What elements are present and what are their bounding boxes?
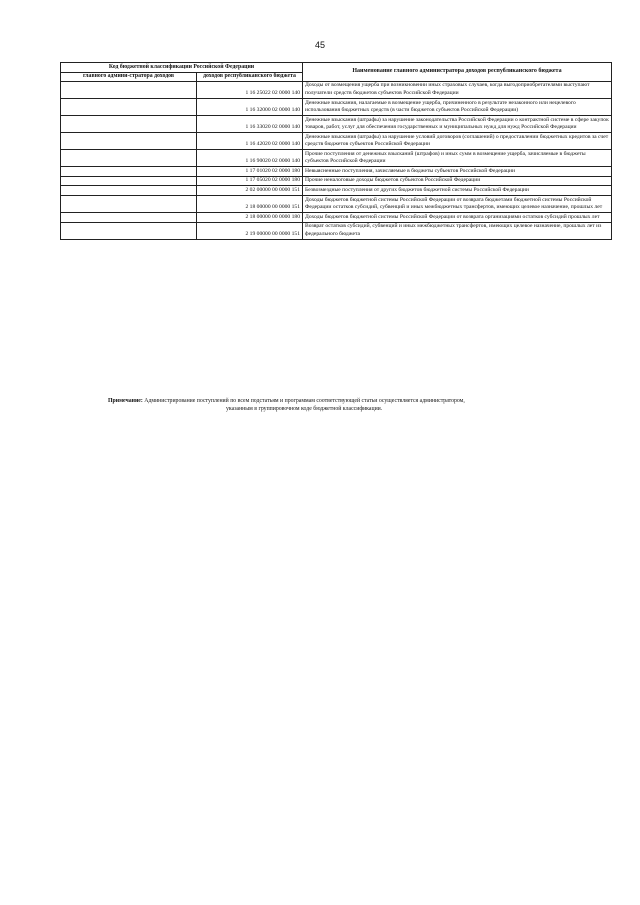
revenue-name-cell: Денежные взыскания, налагаемые в возмещение ущерба, причиненного в результате незаконного или нецелевого использования бюджетных средств (в части бюджетов субъектов Российской Федерации) (303, 99, 612, 116)
admin-code-cell (61, 222, 197, 239)
admin-code-cell (61, 133, 197, 150)
revenue-code-cell: 1 16 32000 02 0000 140 (197, 99, 303, 116)
admin-code-cell (61, 116, 197, 133)
administrator-name-header: Наименование главного администратора доходов республиканского бюджета (303, 63, 612, 82)
table-row (61, 133, 612, 150)
admin-code-cell (61, 186, 197, 196)
revenue-code-cell: 2 18 00000 00 0000 151 (197, 196, 303, 213)
table-row (61, 99, 612, 116)
note-text-line2: указанным в группировочном коде бюджетной классификации. (226, 406, 383, 413)
note-text-line1: Администрирование поступлений по всем подстатьям и программам соответствующей статьи осуществляется администратором, (144, 398, 465, 404)
admin-code-cell (61, 176, 197, 186)
page-number: 45 (314, 40, 325, 50)
revenue-name-cell: Прочие неналоговые доходы бюджетов субъектов Российской Федерации (303, 176, 612, 186)
table-row (61, 222, 612, 239)
table-row (61, 186, 612, 196)
table-row (61, 196, 612, 213)
table-note (108, 397, 618, 414)
admin-code-cell (61, 99, 197, 116)
table-row (61, 176, 612, 186)
table-row (61, 150, 612, 167)
admin-code-cell (61, 150, 197, 167)
revenue-administrators-table (60, 62, 612, 240)
budget-classification-code-header: Код бюджетной классификации Российской Федерации (61, 63, 303, 73)
admin-code-cell (61, 81, 197, 98)
admin-code-cell (61, 167, 197, 177)
note-label: Примечание: (108, 398, 143, 404)
revenue-code-cell: 1 16 90020 02 0000 140 (197, 150, 303, 167)
revenue-code-cell: 1 17 05020 02 0000 180 (197, 176, 303, 186)
revenue-code-cell: 2 02 00000 00 0000 151 (197, 186, 303, 196)
revenue-name-cell: Доходы бюджетов бюджетной системы Российской Федерации от возврата организациями остатков субсидий прошлых лет (303, 213, 612, 223)
table-row (61, 81, 612, 98)
revenue-code-cell: 1 17 01020 02 0000 180 (197, 167, 303, 177)
table-row (61, 116, 612, 133)
table-row (61, 213, 612, 223)
revenue-name-cell: Доходы от возмещения ущерба при возникновении иных страховых случаев, когда выгодоприобретателями выступают получатели средств бюджетов субъектов Российской Федерации (303, 81, 612, 98)
table-body (61, 81, 612, 239)
table-row (61, 167, 612, 177)
revenue-name-cell: Доходы бюджетов бюджетной системы Российской Федерации от возврата бюджетами бюджетной системы Российской Федерации остатков субсидий, субвенций и иных межбюджетных трансфертов, имеющих целевое назначение, прошлых лет (303, 196, 612, 213)
revenue-name-cell: Денежные взыскания (штрафы) за нарушение условий договоров (соглашений) о предоставлении бюджетных кредитов за счет средств бюджетов субъектов Российской Федерации (303, 133, 612, 150)
table-header (61, 63, 612, 82)
revenue-code-cell: 2 19 00000 00 0000 151 (197, 222, 303, 239)
revenue-code-cell: 1 16 42020 02 0000 140 (197, 133, 303, 150)
revenue-name-cell: Безвозмездные поступления от других бюджетов бюджетной системы Российской Федерации (303, 186, 612, 196)
admin-code-header: главного админи-стратора доходов (61, 72, 197, 81)
admin-code-cell (61, 196, 197, 213)
revenue-code-cell: 2 18 00000 00 0000 180 (197, 213, 303, 223)
revenue-code-cell: 1 16 25022 02 0000 140 (197, 81, 303, 98)
revenue-name-cell: Невыясненные поступления, зачисляемые в бюджеты субъектов Российской Федерации (303, 167, 612, 177)
revenue-name-cell: Денежные взыскания (штрафы) за нарушение законодательства Российской Федерации о контрактной системе в сфере закупок товаров, работ, услуг для обеспечения государственных и муниципальных нужд для нужд Российской Федерации (303, 116, 612, 133)
revenue-code-header: доходов республиканского бюджета (197, 72, 303, 81)
revenue-code-cell: 1 16 33020 02 0000 140 (197, 116, 303, 133)
revenue-name-cell: Возврат остатков субсидий, субвенций и иных межбюджетных трансфертов, имеющих целевое назначение, прошлых лет из федерального бюджета (303, 222, 612, 239)
admin-code-cell (61, 213, 197, 223)
revenue-name-cell: Прочие поступления от денежных взысканий (штрафов) и иных сумм в возмещение ущерба, зачисляемые в бюджеты субъектов Российской Федерации (303, 150, 612, 167)
